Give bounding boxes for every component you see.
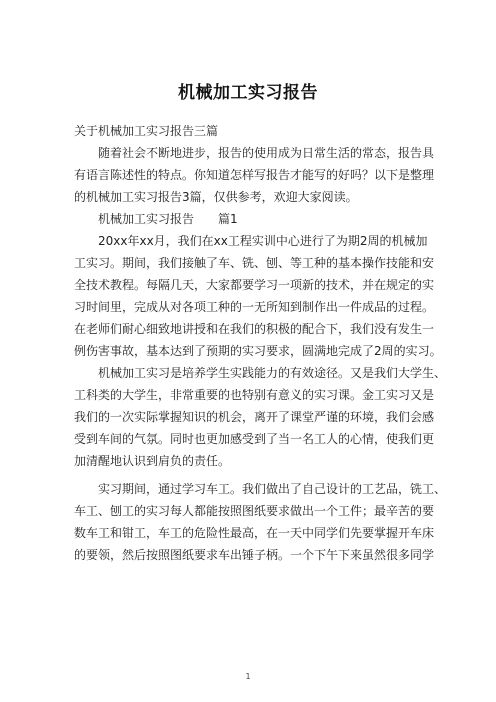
- paragraph-line: 我们的一次实际掌握知识的机会，离开了课堂严谨的环境，我们会感: [74, 410, 435, 424]
- paragraph-line: 工实习。期间，我们接触了车、铣、刨、等工种的基本操作技能和安: [74, 256, 435, 270]
- section-heading: [74, 208, 426, 230]
- paragraph-line: 有语言陈述性的特点。你知道怎样写报告才能写的好吗？以下是整理: [74, 168, 435, 182]
- paragraph-line: 加清醒地认识到肩负的责任。: [74, 454, 231, 468]
- document-body: [74, 120, 447, 566]
- paragraph-line: 20xx年xx月，我们在xx工程实训中心进行了为期2周的机械加: [98, 234, 428, 248]
- paragraph-line: 习时间里，完成从对各项工种的一无所知到制作出一件成品的过程。: [74, 300, 435, 314]
- paragraph-line: 车工、刨工的实习每人都能按照图纸要求做出一个工件；最辛苦的要: [74, 504, 435, 518]
- paragraph-line: 在老师们耐心细致地讲授和在我们的积极的配合下，我们没有发生一: [74, 322, 435, 336]
- page-number: 1: [245, 672, 251, 681]
- intro-heading: 关于机械加工实习报告三篇: [74, 124, 219, 138]
- document-title: 机械加工实习报告: [178, 83, 318, 103]
- paragraph-line: 实习期间，通过学习车工。我们做出了自己设计的工艺品，铣工、: [98, 482, 447, 496]
- paragraph-line: 的要领，然后按照图纸要求车出锤子柄。一个下午下来虽然很多同学: [74, 548, 435, 562]
- paragraph-line: 机械加工实习是培养学生实践能力的有效途径。又是我们大学生、: [98, 366, 447, 380]
- paragraph-line: 例伤害事故，基本达到了预期的实习要求，圆满地完成了2周的实习。: [74, 344, 442, 358]
- paragraph-line: 数车工和钳工，车工的危险性最高，在一天中同学们先要掌握开车床: [74, 526, 435, 540]
- paragraph-line: 全技术教程。每隔几天，大家都要学习一项新的技术，并在规定的实: [74, 278, 435, 292]
- paragraph-line: 随着社会不断地进步，报告的使用成为日常生活的常态，报告具: [98, 146, 435, 160]
- paragraph-line: 工科类的大学生，非常重要的也特别有意义的实习课。金工实习又是: [74, 388, 435, 402]
- paragraph-line: 受到车间的气氛。同时也更加感受到了当一名工人的心情，使我们更: [74, 432, 435, 446]
- paragraph-line: 的机械加工实习报告3篇，仅供参考，欢迎大家阅读。: [74, 190, 358, 204]
- section-number: 篇1: [218, 212, 238, 226]
- section-title: 机械加工实习报告: [98, 212, 195, 226]
